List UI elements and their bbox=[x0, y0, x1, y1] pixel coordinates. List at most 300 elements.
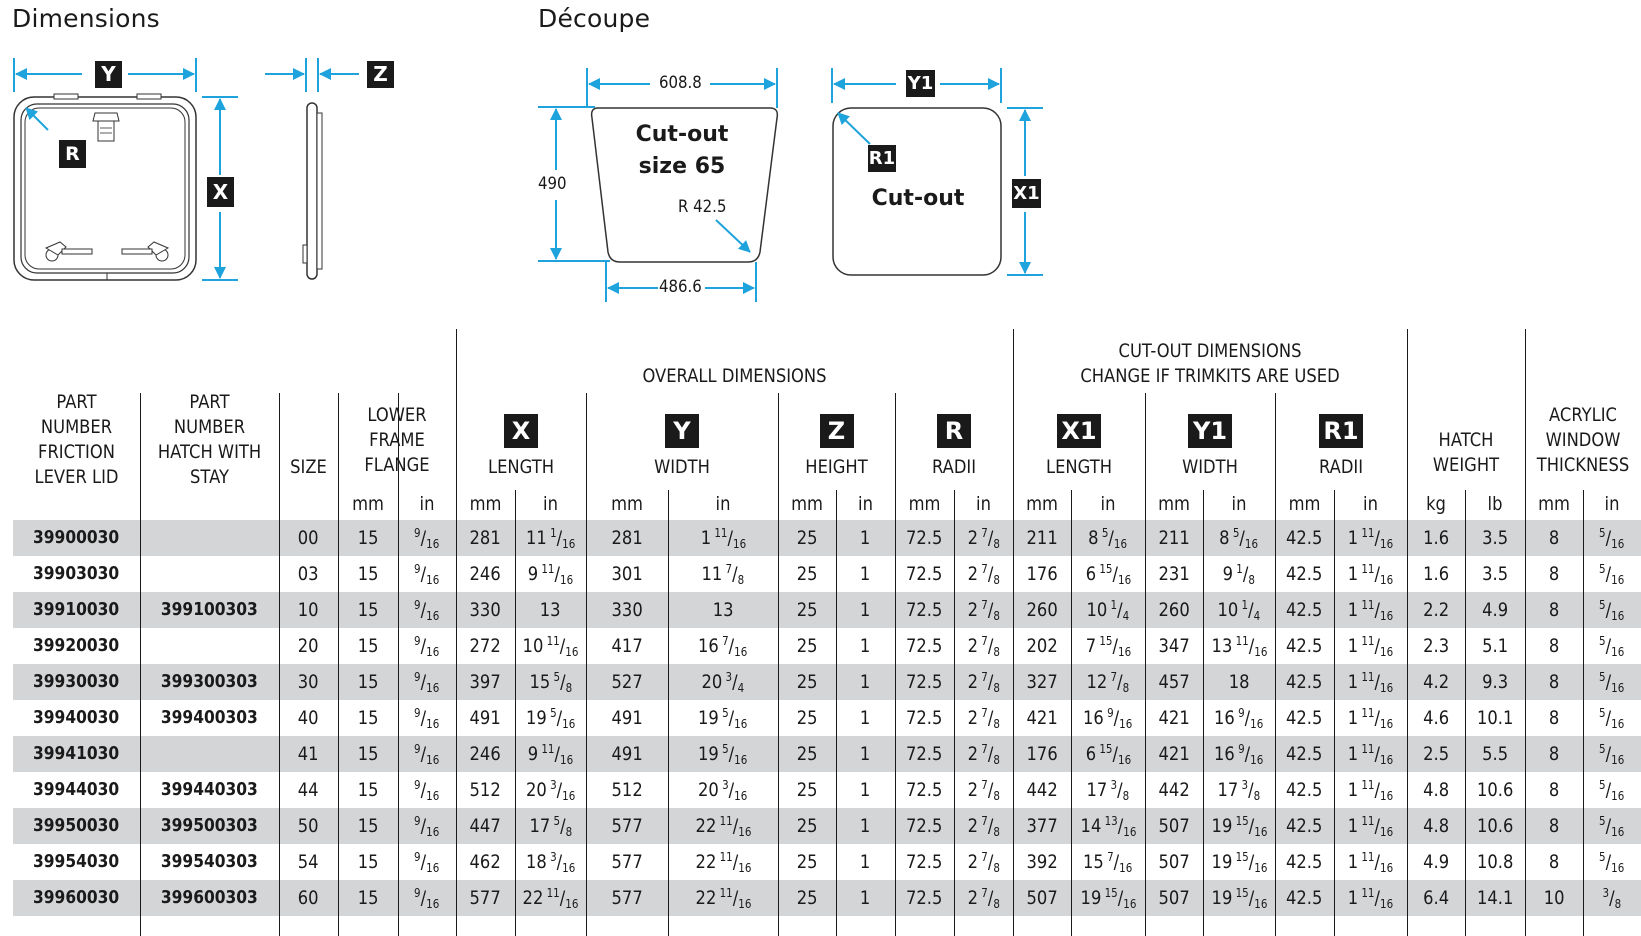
table-cell: 30 bbox=[298, 671, 319, 693]
header-r-radii-badge: R bbox=[937, 414, 971, 448]
table-cell: 1.6 bbox=[1423, 527, 1449, 549]
table-cell: 25 bbox=[796, 635, 818, 657]
table-cell: 9 $^{11}/_{16}$ bbox=[527, 742, 574, 767]
table-cell: 25 bbox=[796, 599, 818, 621]
table-cell: 20 $^3/_{16}$ bbox=[698, 778, 748, 803]
table-cell: 60 bbox=[298, 887, 319, 909]
table-cell: 41 bbox=[298, 743, 319, 765]
table-cell: 42.5 bbox=[1286, 743, 1323, 765]
table-cell: 15 bbox=[357, 851, 379, 873]
unit-label: in bbox=[1100, 493, 1116, 515]
header-x-length-badge: X bbox=[504, 414, 538, 448]
table-cell: 22 $^{11}/_{16}$ bbox=[522, 886, 579, 911]
unit-label: kg bbox=[1426, 493, 1446, 515]
table-cell: 421 bbox=[1026, 707, 1058, 729]
table-cell: $^5/_{16}$ bbox=[1599, 850, 1625, 875]
table-cell: 42.5 bbox=[1286, 671, 1323, 693]
unit-label: mm bbox=[791, 493, 823, 515]
table-cell: 507 bbox=[1158, 815, 1190, 837]
table-cell: 2 $^7/_8$ bbox=[967, 706, 1000, 731]
table-cell: $^5/_{16}$ bbox=[1599, 778, 1625, 803]
unit-label: mm bbox=[611, 493, 643, 515]
table-cell: 44 bbox=[298, 779, 319, 801]
table-cell: 12 $^7/_8$ bbox=[1086, 670, 1130, 695]
table-cell: 72.5 bbox=[906, 887, 943, 909]
y1-badge: Y1 bbox=[906, 70, 935, 97]
table-cell: 397 bbox=[469, 671, 502, 693]
table-cell: 9.3 bbox=[1482, 671, 1508, 693]
table-cell: 72.5 bbox=[906, 851, 943, 873]
table-cell: 72.5 bbox=[906, 527, 943, 549]
cutout-label: Cut-out bbox=[871, 186, 965, 211]
table-cell: 1 $^{11}/_{16}$ bbox=[1347, 562, 1394, 587]
table-cell: 462 bbox=[469, 851, 502, 873]
table-cell: 4.9 bbox=[1423, 851, 1449, 873]
unit-label: in bbox=[858, 493, 873, 515]
table-cell: 246 bbox=[469, 563, 502, 585]
table-cell: 1 $^{11}/_{16}$ bbox=[1347, 526, 1394, 551]
table-cell: 4.9 bbox=[1482, 599, 1508, 621]
unit-label: mm bbox=[1026, 493, 1058, 515]
part-number-hatch-with-stay: 399600303 bbox=[161, 887, 258, 908]
table-cell: 15 bbox=[357, 815, 379, 837]
table-cell: 4.8 bbox=[1423, 815, 1449, 837]
table-cell: 260 bbox=[1026, 599, 1058, 621]
table-cell: $^5/_{16}$ bbox=[1599, 598, 1625, 623]
table-cell: 10 bbox=[298, 599, 319, 621]
table-cell: 17 $^3/_8$ bbox=[1217, 778, 1261, 803]
table-cell: 1 bbox=[860, 671, 871, 693]
table-cell: 1 $^{11}/_{16}$ bbox=[1347, 598, 1394, 623]
table-cell: 2 $^7/_8$ bbox=[967, 598, 1000, 623]
unit-label: in bbox=[1604, 493, 1620, 515]
header-hatch-weight-line: WEIGHT bbox=[1432, 454, 1500, 476]
table-cell: 18 bbox=[1228, 671, 1250, 693]
unit-label: in bbox=[543, 493, 558, 515]
table-cell: 42.5 bbox=[1286, 887, 1323, 909]
table-cell: 2 $^7/_8$ bbox=[967, 670, 1000, 695]
table-cell: 8 $^5/_{16}$ bbox=[1219, 526, 1259, 551]
table-cell: 13 $^{11}/_{16}$ bbox=[1211, 634, 1267, 659]
table-cell: 3.5 bbox=[1482, 563, 1508, 585]
table-cell: 10.6 bbox=[1476, 779, 1514, 801]
table-cell: 13 bbox=[540, 599, 561, 621]
r1-badge: R1 bbox=[868, 145, 896, 172]
header-y1-width-label: WIDTH bbox=[1182, 456, 1238, 478]
table-cell: 10.8 bbox=[1476, 851, 1514, 873]
table-cell: 15 $^5/_8$ bbox=[529, 670, 572, 695]
table-cell: $^9/_{16}$ bbox=[414, 706, 440, 731]
header-acrylic-window-thickness-line: ACRYLIC bbox=[1549, 404, 1617, 426]
table-cell: 1 $^{11}/_{16}$ bbox=[1347, 814, 1394, 839]
table-cell: 16 $^7/_{16}$ bbox=[698, 634, 748, 659]
table-cell: 00 bbox=[298, 527, 319, 549]
table-cell: 176 bbox=[1026, 743, 1058, 765]
table-cell: 20 $^3/_{16}$ bbox=[525, 778, 576, 803]
table-cell: 54 bbox=[298, 851, 319, 873]
table-cell: 6.4 bbox=[1423, 887, 1449, 909]
header-r1-radii-label: RADII bbox=[1318, 456, 1364, 478]
table-cell: 347 bbox=[1158, 635, 1190, 657]
y-badge: Y bbox=[95, 61, 122, 88]
unit-label: in bbox=[1231, 493, 1247, 515]
table-cell: 9 $^1/_8$ bbox=[1222, 562, 1256, 587]
table-cell: 42.5 bbox=[1286, 599, 1323, 621]
header-cutout-dimensions: CUT-OUT DIMENSIONS bbox=[1118, 340, 1302, 362]
table-cell: 25 bbox=[796, 671, 818, 693]
table-cell: 15 bbox=[357, 635, 379, 657]
table-cell: 1 $^{11}/_{16}$ bbox=[1347, 670, 1394, 695]
table-cell: $^9/_{16}$ bbox=[414, 598, 440, 623]
table-cell: 50 bbox=[298, 815, 319, 837]
table-cell: 25 bbox=[796, 743, 818, 765]
table-cell: 1 bbox=[860, 887, 871, 909]
part-number-hatch-with-stay: 399540303 bbox=[161, 851, 258, 872]
table-cell: 2 $^7/_8$ bbox=[967, 778, 1000, 803]
header-r1-radii-badge: R1 bbox=[1319, 414, 1363, 448]
table-cell: 2.2 bbox=[1423, 599, 1449, 621]
table-cell: 8 $^5/_{16}$ bbox=[1088, 526, 1128, 551]
header-lower-frame-flange-line: FLANGE bbox=[364, 454, 430, 476]
unit-label: mm bbox=[469, 493, 502, 515]
table-cell: 330 bbox=[469, 599, 502, 621]
table-cell: 1 $^{11}/_{16}$ bbox=[1347, 742, 1394, 767]
table-cell: 72.5 bbox=[906, 599, 943, 621]
part-number-lever-lid: 39954030 bbox=[33, 851, 120, 872]
table-cell: 72.5 bbox=[906, 743, 943, 765]
table-cell: 8 bbox=[1548, 563, 1560, 585]
z-badge: Z bbox=[367, 61, 394, 88]
table-cell: $^5/_{16}$ bbox=[1599, 814, 1625, 839]
table-cell: 15 bbox=[357, 599, 379, 621]
table-cell: 1 bbox=[860, 707, 871, 729]
table-cell: 1 bbox=[860, 779, 871, 801]
table-cell: 1 bbox=[860, 743, 871, 765]
table-cell: 2 $^7/_8$ bbox=[967, 886, 1000, 911]
table-cell: 25 bbox=[796, 707, 818, 729]
table-cell: $^5/_{16}$ bbox=[1599, 634, 1625, 659]
table-cell: 19 $^{15}/_{16}$ bbox=[1211, 814, 1267, 839]
table-cell: 7 $^{15}/_{16}$ bbox=[1085, 634, 1131, 659]
table-cell: 8 bbox=[1548, 851, 1560, 873]
table-cell: $^9/_{16}$ bbox=[414, 670, 440, 695]
table-cell: 8 bbox=[1548, 527, 1560, 549]
header-r-radii-label: RADII bbox=[931, 456, 977, 478]
unit-label: mm bbox=[1288, 493, 1321, 515]
table-cell: 417 bbox=[611, 635, 643, 657]
table-cell: 15 bbox=[357, 887, 379, 909]
table-cell: 2 $^7/_8$ bbox=[967, 814, 1000, 839]
table-cell: 10 $^1/_4$ bbox=[1086, 598, 1130, 623]
table-cell: 457 bbox=[1158, 671, 1190, 693]
table-cell: 25 bbox=[796, 527, 818, 549]
table-cell: 330 bbox=[611, 599, 643, 621]
table-cell: 527 bbox=[611, 671, 643, 693]
table-cell: 1.6 bbox=[1423, 563, 1449, 585]
table-cell: 327 bbox=[1026, 671, 1058, 693]
header-part-number-lever-lid-line: NUMBER bbox=[40, 416, 113, 438]
table-cell: 15 $^7/_{16}$ bbox=[1083, 850, 1133, 875]
table-cell: 507 bbox=[1158, 887, 1190, 909]
unit-label: in bbox=[715, 493, 731, 515]
table-cell: 1 $^{11}/_{16}$ bbox=[1347, 634, 1394, 659]
table-cell: 19 $^5/_{16}$ bbox=[698, 706, 748, 731]
header-y1-width-badge: Y1 bbox=[1188, 414, 1232, 448]
table-cell: 13 bbox=[712, 599, 734, 621]
decoupe-title: Découpe bbox=[538, 4, 651, 33]
cutout-top-width: 608.8 bbox=[659, 73, 702, 93]
table-cell: 42.5 bbox=[1286, 815, 1323, 837]
table-cell: 8 bbox=[1548, 779, 1560, 801]
table-cell: 22 $^{11}/_{16}$ bbox=[695, 850, 751, 875]
header-x1-length-badge: X1 bbox=[1057, 414, 1101, 448]
table-cell: 272 bbox=[469, 635, 502, 657]
table-cell: 72.5 bbox=[906, 815, 943, 837]
table-cell: 1 bbox=[860, 527, 871, 549]
table-cell: 211 bbox=[1026, 527, 1058, 549]
unit-label: in bbox=[976, 493, 991, 515]
table-cell: 281 bbox=[469, 527, 502, 549]
table-cell: 22 $^{11}/_{16}$ bbox=[695, 814, 751, 839]
table-cell: 577 bbox=[469, 887, 502, 909]
cutout-bottom-width: 486.6 bbox=[659, 277, 702, 297]
table-cell: $^5/_{16}$ bbox=[1599, 670, 1625, 695]
part-number-hatch-with-stay bbox=[140, 520, 279, 556]
table-cell: 17 $^5/_8$ bbox=[529, 814, 572, 839]
header-overall-dimensions: OVERALL DIMENSIONS bbox=[642, 365, 827, 387]
table-cell: 72.5 bbox=[906, 635, 943, 657]
table-cell: 11 $^1/_{16}$ bbox=[525, 526, 576, 551]
table-cell: $^5/_{16}$ bbox=[1599, 742, 1625, 767]
table-cell: 392 bbox=[1026, 851, 1058, 873]
part-number-lever-lid: 39930030 bbox=[33, 671, 120, 692]
part-number-lever-lid: 39940030 bbox=[33, 707, 120, 728]
part-number-hatch-with-stay: 399440303 bbox=[161, 779, 258, 800]
table-cell: 1 $^{11}/_{16}$ bbox=[1347, 778, 1394, 803]
table-cell: 8 bbox=[1548, 743, 1560, 765]
table-cell: $^9/_{16}$ bbox=[414, 562, 440, 587]
table-cell: 10 $^{11}/_{16}$ bbox=[522, 634, 579, 659]
table-cell: 491 bbox=[611, 743, 643, 765]
table-cell: 577 bbox=[611, 851, 643, 873]
part-number-lever-lid: 39903030 bbox=[33, 563, 120, 584]
unit-label: mm bbox=[1158, 493, 1190, 515]
header-lower-frame-flange-line: LOWER bbox=[367, 404, 427, 426]
table-cell: 72.5 bbox=[906, 779, 943, 801]
table-cell: 421 bbox=[1158, 707, 1190, 729]
table-cell: 577 bbox=[611, 887, 643, 909]
table-cell: 1 $^{11}/_{16}$ bbox=[1347, 886, 1394, 911]
table-cell: 42.5 bbox=[1286, 851, 1323, 873]
cutout-radius: R 42.5 bbox=[678, 197, 727, 217]
header-y-width-label: WIDTH bbox=[654, 456, 710, 478]
table-cell: $^9/_{16}$ bbox=[414, 778, 440, 803]
table-cell: 25 bbox=[796, 851, 818, 873]
table-cell: 1 bbox=[860, 815, 871, 837]
table-cell: 15 bbox=[357, 779, 379, 801]
table-cell: 6 $^{15}/_{16}$ bbox=[1085, 742, 1131, 767]
table-cell: 16 $^9/_{16}$ bbox=[1214, 706, 1264, 731]
part-number-hatch-with-stay: 399300303 bbox=[161, 671, 258, 692]
table-cell: 16 $^9/_{16}$ bbox=[1214, 742, 1264, 767]
table-cell: 20 $^3/_4$ bbox=[701, 670, 745, 695]
header-part-number-hatch-with-stay-line: PART bbox=[189, 391, 230, 413]
table-cell: 6 $^{15}/_{16}$ bbox=[1085, 562, 1131, 587]
table-cell: 19 $^{15}/_{16}$ bbox=[1211, 886, 1267, 911]
table-cell: $^9/_{16}$ bbox=[414, 886, 440, 911]
x-badge: X bbox=[207, 177, 234, 207]
table-cell: 421 bbox=[1158, 743, 1190, 765]
unit-label: in bbox=[419, 493, 435, 515]
table-cell: 42.5 bbox=[1286, 635, 1323, 657]
header-part-number-lever-lid-line: FRICTION bbox=[38, 441, 115, 463]
table-cell: 9 $^{11}/_{16}$ bbox=[527, 562, 574, 587]
unit-label: mm bbox=[1538, 493, 1570, 515]
table-cell: 442 bbox=[1158, 779, 1190, 801]
part-number-hatch-with-stay: 399100303 bbox=[161, 599, 258, 620]
table-cell: 10.1 bbox=[1476, 707, 1514, 729]
table-cell: 42.5 bbox=[1286, 779, 1323, 801]
table-cell: 2 $^7/_8$ bbox=[967, 742, 1000, 767]
table-cell: 246 bbox=[469, 743, 502, 765]
table-cell: 577 bbox=[611, 815, 643, 837]
table-cell: 4.8 bbox=[1423, 779, 1449, 801]
table-cell: 8 bbox=[1548, 599, 1560, 621]
table-cell: 491 bbox=[469, 707, 502, 729]
table-cell: 19 $^5/_{16}$ bbox=[525, 706, 576, 731]
table-cell: 14 $^{13}/_{16}$ bbox=[1080, 814, 1136, 839]
part-number-lever-lid: 39900030 bbox=[33, 527, 120, 548]
table-cell: 507 bbox=[1158, 851, 1190, 873]
table-cell: 2.3 bbox=[1423, 635, 1449, 657]
part-number-lever-lid: 39950030 bbox=[33, 815, 120, 836]
part-number-lever-lid: 39941030 bbox=[33, 743, 120, 764]
table-cell: 18 $^3/_{16}$ bbox=[525, 850, 576, 875]
unit-label: mm bbox=[908, 493, 941, 515]
part-number-lever-lid: 39944030 bbox=[33, 779, 120, 800]
header-z-height-label: HEIGHT bbox=[805, 456, 868, 478]
table-cell: 19 $^{15}/_{16}$ bbox=[1211, 850, 1267, 875]
table-cell: 281 bbox=[611, 527, 643, 549]
table-cell: 20 bbox=[298, 635, 319, 657]
table-cell: 512 bbox=[469, 779, 502, 801]
table-cell: 19 $^{15}/_{16}$ bbox=[1080, 886, 1136, 911]
table-cell: 72.5 bbox=[906, 563, 943, 585]
table-cell: 25 bbox=[796, 563, 818, 585]
table-cell: 25 bbox=[796, 815, 818, 837]
part-number-hatch-with-stay bbox=[140, 736, 279, 772]
table-cell: 377 bbox=[1026, 815, 1058, 837]
unit-label: in bbox=[1363, 493, 1378, 515]
header-lower-frame-flange-line: FRAME bbox=[369, 429, 425, 451]
header-y-width-badge: Y bbox=[665, 414, 699, 448]
dimensions-title: Dimensions bbox=[12, 4, 160, 33]
table-cell: 72.5 bbox=[906, 671, 943, 693]
table-cell: 1 bbox=[860, 563, 871, 585]
header-x1-length-label: LENGTH bbox=[1045, 456, 1113, 478]
table-cell: 231 bbox=[1158, 563, 1190, 585]
cutout-height: 490 bbox=[538, 174, 567, 194]
header-part-number-hatch-with-stay-line: NUMBER bbox=[173, 416, 246, 438]
table-cell: 2 $^7/_8$ bbox=[967, 850, 1000, 875]
table-cell: 25 bbox=[796, 887, 818, 909]
table-cell: 15 bbox=[357, 563, 379, 585]
part-number-hatch-with-stay bbox=[140, 628, 279, 664]
table-cell: 1 $^{11}/_{16}$ bbox=[1347, 706, 1394, 731]
table-cell: 8 bbox=[1548, 707, 1560, 729]
table-cell: 3.5 bbox=[1482, 527, 1508, 549]
table-cell: 2 $^7/_8$ bbox=[967, 562, 1000, 587]
unit-label: lb bbox=[1487, 493, 1503, 515]
table-cell: 176 bbox=[1026, 563, 1058, 585]
table-cell: $^9/_{16}$ bbox=[414, 850, 440, 875]
table-cell: $^5/_{16}$ bbox=[1599, 562, 1625, 587]
part-number-lever-lid: 39960030 bbox=[33, 887, 120, 908]
part-number-hatch-with-stay bbox=[140, 556, 279, 592]
table-cell: 8 bbox=[1548, 815, 1560, 837]
header-x-length-label: LENGTH bbox=[487, 456, 555, 478]
table-cell: 15 bbox=[357, 707, 379, 729]
table-cell: 40 bbox=[298, 707, 319, 729]
table-cell: 10 bbox=[1543, 887, 1565, 909]
table-cell: 1 bbox=[860, 635, 871, 657]
table-cell: 2 $^7/_8$ bbox=[967, 526, 1000, 551]
header-z-height-badge: Z bbox=[820, 414, 854, 448]
table-cell: 16 $^9/_{16}$ bbox=[1083, 706, 1133, 731]
table-cell: 72.5 bbox=[906, 707, 943, 729]
table-cell: $^3/_8$ bbox=[1602, 886, 1622, 911]
table-cell: $^5/_{16}$ bbox=[1599, 706, 1625, 731]
table-cell: 17 $^3/_8$ bbox=[1086, 778, 1130, 803]
table-cell: 260 bbox=[1158, 599, 1190, 621]
table-cell: 4.6 bbox=[1423, 707, 1449, 729]
table-cell: $^5/_{16}$ bbox=[1599, 526, 1625, 551]
table-cell: 8 bbox=[1548, 671, 1560, 693]
table-cell: 491 bbox=[611, 707, 643, 729]
part-number-hatch-with-stay: 399500303 bbox=[161, 815, 258, 836]
table-cell: $^9/_{16}$ bbox=[414, 814, 440, 839]
x1-badge: X1 bbox=[1012, 179, 1041, 208]
table-cell: 15 bbox=[357, 743, 379, 765]
table-cell: 19 $^5/_{16}$ bbox=[698, 742, 748, 767]
table-cell: $^9/_{16}$ bbox=[414, 742, 440, 767]
header-trimkits-note: CHANGE IF TRIMKITS ARE USED bbox=[1080, 365, 1340, 387]
header-acrylic-window-thickness-line: THICKNESS bbox=[1536, 454, 1630, 476]
table-cell: $^9/_{16}$ bbox=[414, 526, 440, 551]
table-cell: 301 bbox=[611, 563, 643, 585]
header-size: SIZE bbox=[290, 456, 327, 478]
table-cell: 42.5 bbox=[1286, 527, 1323, 549]
table-cell: 5.5 bbox=[1482, 743, 1508, 765]
table-cell: 42.5 bbox=[1286, 563, 1323, 585]
header-hatch-weight-line: HATCH bbox=[1438, 429, 1494, 451]
table-cell: $^9/_{16}$ bbox=[414, 634, 440, 659]
header-part-number-lever-lid-line: PART bbox=[56, 391, 97, 413]
table-cell: 211 bbox=[1158, 527, 1190, 549]
table-cell: 25 bbox=[796, 779, 818, 801]
table-cell: 442 bbox=[1026, 779, 1058, 801]
table-cell: 8 bbox=[1548, 635, 1560, 657]
table-cell: 202 bbox=[1026, 635, 1058, 657]
table-cell: 15 bbox=[357, 527, 379, 549]
table-cell: 14.1 bbox=[1476, 887, 1514, 909]
table-cell: 512 bbox=[611, 779, 643, 801]
part-number-lever-lid: 39910030 bbox=[33, 599, 120, 620]
table-cell: 5.1 bbox=[1482, 635, 1508, 657]
table-cell: 10 $^1/_4$ bbox=[1217, 598, 1261, 623]
unit-label: mm bbox=[352, 493, 384, 515]
table-cell: 447 bbox=[469, 815, 502, 837]
